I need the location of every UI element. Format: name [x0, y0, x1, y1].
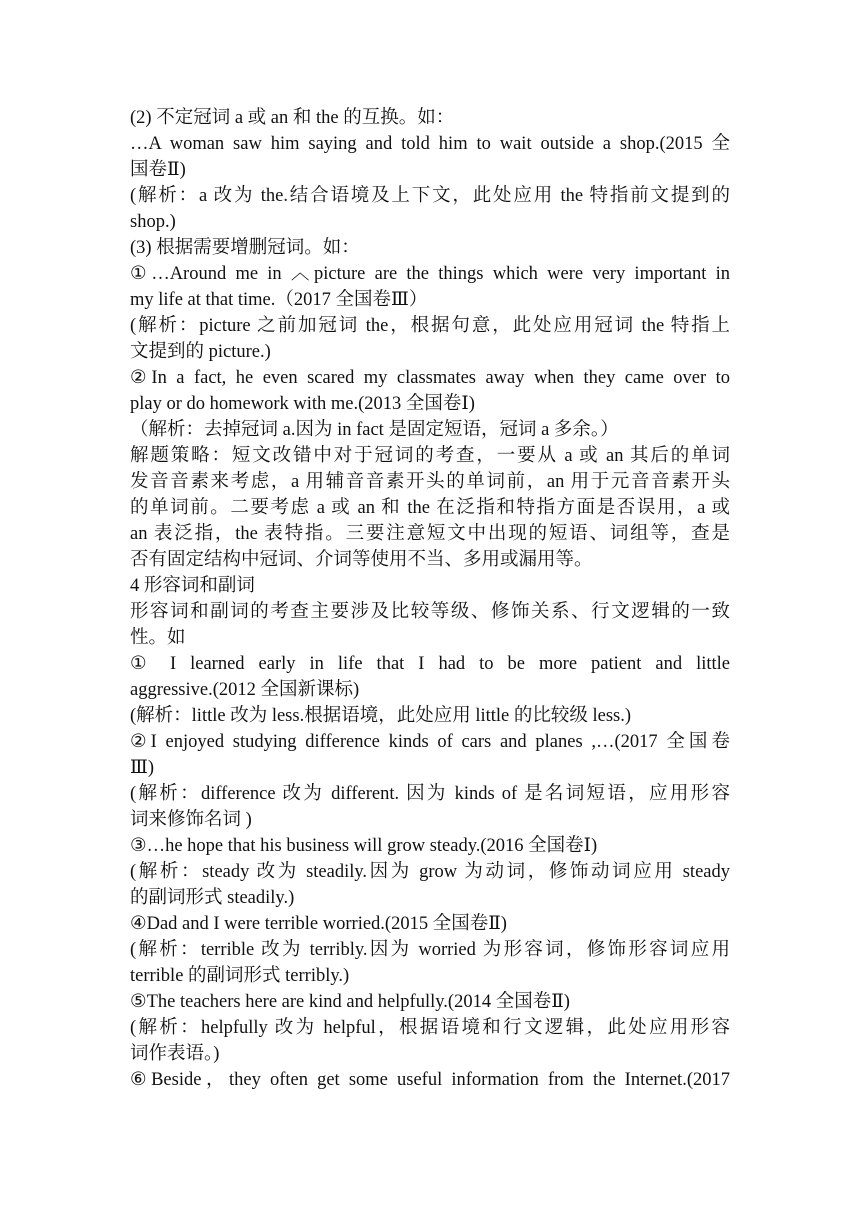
section-heading: 4 形容词和副词 [130, 576, 255, 596]
text-line: ①…Around me in ︿picture are the things which were very important in [130, 264, 730, 284]
text-line: an 表泛指，the 表特指。三要注意短文中出现的短语、词组等，查是 [130, 524, 730, 544]
text-line: 词作表语。) [130, 1044, 220, 1064]
text-line: (解析：a 改为 the.结合语境及上下文，此处应用 the 特指前文提到的 [130, 186, 730, 206]
text-line: 形容词和副词的考查主要涉及比较等级、修饰关系、行文逻辑的一致 [130, 602, 730, 622]
text-line: (2) 不定冠词 a 或 an 和 the 的互换。如： [130, 108, 455, 128]
text-line: 否有固定结构中冠词、介词等使用不当、多用或漏用等。 [130, 550, 593, 570]
text-line: 文提到的 picture.) [130, 342, 271, 362]
text-line: 解题策略：短文改错中对于冠词的考查，一要从 a 或 an 其后的单词 [130, 446, 730, 466]
text-line: (解析：little 改为 less.根据语境，此处应用 little 的比较级 less.) [130, 706, 632, 726]
text-line: ① I learned early in life that I had to be more patient and little [130, 654, 730, 674]
text-line: (解析：difference 改为 different. 因为 kinds of 是名词短语，应用形容 [130, 784, 730, 804]
text-line: (解析：helpfully 改为 helpful，根据语境和行文逻辑，此处应用形容 [130, 1018, 730, 1038]
text-line: Ⅲ) [130, 758, 155, 778]
text-line: ⑥Beside，they often get some useful information from the Internet.(2017 [130, 1070, 730, 1090]
text-line: shop.) [130, 212, 176, 232]
text-line: aggressive.(2012 全国新课标) [130, 680, 360, 700]
text-line: 词来修饰名词 ) [130, 810, 252, 830]
text-line: ②In a fact, he even scared my classmates away when they came over to [130, 368, 730, 388]
text-line: 的副词形式 steadily.) [130, 888, 295, 908]
text-line: 性。如 [130, 628, 186, 648]
text-line: (解析：steady 改为 steadily.因为 grow 为动词，修饰动词应用 steady [130, 862, 730, 882]
text-line: 国卷Ⅱ) [130, 160, 186, 180]
text-line: …A woman saw him saying and told him to wait outside a shop.(2015 全 [130, 134, 730, 154]
text-line: play or do homework with me.(2013 全国卷Ⅰ) [130, 394, 475, 414]
text-line: 的单词前。二要考虑 a 或 an 和 the 在泛指和特指方面是否误用，a 或 [130, 498, 730, 518]
text-line: (解析：picture 之前加冠词 the，根据句意，此处应用冠词 the 特指上 [130, 316, 730, 336]
text-line: (3) 根据需要增删冠词。如： [130, 238, 360, 258]
text-line: ③…he hope that his business will grow steady.(2016 全国卷Ⅰ) [130, 836, 598, 856]
text-line: ⑤The teachers here are kind and helpfully.(2014 全国卷Ⅱ) [130, 992, 570, 1012]
text-line: （解析：去掉冠词 a.因为 in fact 是固定短语，冠词 a 多余。） [130, 420, 619, 440]
text-line: 发音音素来考虑，a 用辅音音素开头的单词前，an 用于元音音素开头 [130, 472, 730, 492]
document-body [130, 105, 730, 1093]
text-line: (解析：terrible 改为 terribly.因为 worried 为形容词，修饰形容词应用 [130, 940, 730, 960]
text-line: my life at that time.（2017 全国卷Ⅲ） [130, 290, 428, 310]
text-line: terrible 的副词形式 terribly.) [130, 966, 350, 986]
text-line: ②I enjoyed studying difference kinds of cars and planes ,…(2017 全国卷 [130, 732, 730, 752]
text-line: ④Dad and I were terrible worried.(2015 全国卷Ⅱ) [130, 914, 507, 934]
